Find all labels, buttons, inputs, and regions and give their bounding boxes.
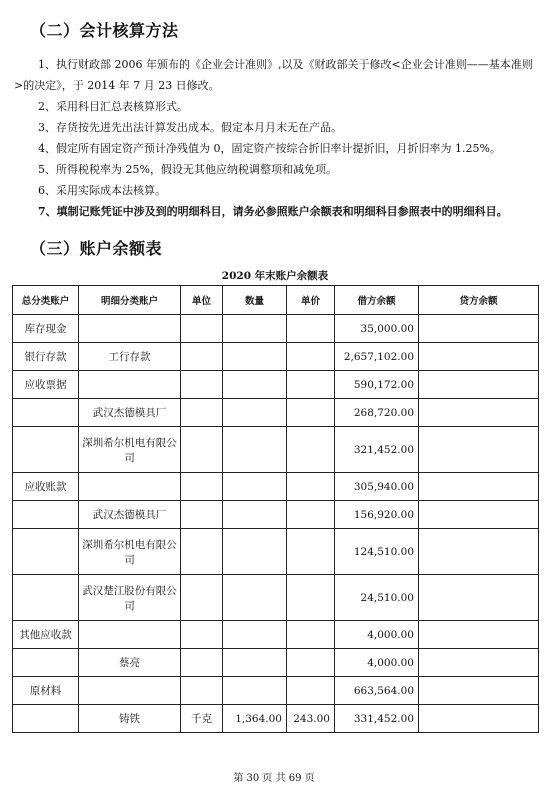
account-balance-table <box>12 285 539 733</box>
table-cell <box>181 677 223 705</box>
table-cell: 305,940.00 <box>335 473 419 501</box>
table-cell: 铸铁 <box>79 705 181 733</box>
table-row <box>13 529 539 575</box>
table-cell <box>181 399 223 427</box>
table-cell <box>287 575 335 621</box>
table-row <box>13 473 539 501</box>
table-row <box>13 501 539 529</box>
method-item: 1、执行财政部 2006 年颁布的《企业会计准则》,以及《财政部关于修改<企业会计准则——基本准则>的决定》，于 2014 年 7 月 23 日修改。 <box>14 58 533 92</box>
table-cell: 武汉杰德模具厂 <box>79 399 181 427</box>
table-cell <box>13 575 79 621</box>
table-cell <box>13 649 79 677</box>
table-cell: 331,452.00 <box>335 705 419 733</box>
table-cell <box>419 705 539 733</box>
table-cell: 原材料 <box>13 677 79 705</box>
table-cell <box>419 343 539 371</box>
table-row <box>13 677 539 705</box>
table-cell <box>181 649 223 677</box>
table-cell: 663,564.00 <box>335 677 419 705</box>
table-cell <box>419 575 539 621</box>
table-cell <box>181 473 223 501</box>
table-cell: 银行存款 <box>13 343 79 371</box>
table-cell: 武汉楚江股份有限公司 <box>79 575 181 621</box>
table-cell <box>223 501 287 529</box>
table-cell <box>419 649 539 677</box>
table-row <box>13 705 539 733</box>
table-cell: 321,452.00 <box>335 427 419 473</box>
table-row <box>13 427 539 473</box>
table-cell: 深圳希尔机电有限公司 <box>79 427 181 473</box>
table-cell <box>223 315 287 343</box>
table-cell <box>79 371 181 399</box>
table-cell <box>181 501 223 529</box>
table-cell: 千克 <box>181 705 223 733</box>
table-cell <box>223 529 287 575</box>
table-cell <box>419 315 539 343</box>
table-cell: 156,920.00 <box>335 501 419 529</box>
table-cell <box>287 649 335 677</box>
table-cell: 243.00 <box>287 705 335 733</box>
table-caption: 2020 年末账户余额表 <box>221 270 329 282</box>
table-cell <box>79 473 181 501</box>
table-cell <box>223 649 287 677</box>
table-cell: 库存现金 <box>13 315 79 343</box>
table-cell <box>223 575 287 621</box>
table-cell: 应收账款 <box>13 473 79 501</box>
table-header-row <box>13 286 539 315</box>
table-cell <box>223 343 287 371</box>
col-header: 明细分类账户 <box>79 286 181 315</box>
col-header: 借方余额 <box>335 286 419 315</box>
table-cell: 应收票据 <box>13 371 79 399</box>
table-cell <box>287 501 335 529</box>
table-cell <box>287 427 335 473</box>
table-row <box>13 649 539 677</box>
col-header: 单价 <box>287 286 335 315</box>
table-cell <box>13 529 79 575</box>
table-cell <box>287 371 335 399</box>
table-cell <box>181 621 223 649</box>
table-cell: 24,510.00 <box>335 575 419 621</box>
table-cell <box>181 427 223 473</box>
table-cell <box>223 399 287 427</box>
table-cell <box>419 621 539 649</box>
table-cell: 1,364.00 <box>223 705 287 733</box>
table-cell: 工行存款 <box>79 343 181 371</box>
table-cell <box>419 677 539 705</box>
table-cell: 武汉杰德模具厂 <box>79 501 181 529</box>
method-item: 5、所得税税率为 25%，假设无其他应纳税调整项和减免项。 <box>38 163 337 176</box>
table-cell: 其他应收款 <box>13 621 79 649</box>
table-cell <box>223 371 287 399</box>
table-cell <box>287 677 335 705</box>
col-header: 数量 <box>223 286 287 315</box>
col-header: 单位 <box>181 286 223 315</box>
table-cell <box>419 371 539 399</box>
accounting-methods-list <box>14 54 536 222</box>
table-row <box>13 399 539 427</box>
table-cell <box>13 705 79 733</box>
table-cell <box>223 427 287 473</box>
table-cell <box>223 677 287 705</box>
table-cell <box>13 427 79 473</box>
table-row <box>13 315 539 343</box>
section-heading-account-balances: （三）账户余额表 <box>30 239 163 258</box>
table-cell <box>13 501 79 529</box>
table-cell <box>287 473 335 501</box>
table-cell <box>223 621 287 649</box>
table-cell <box>287 621 335 649</box>
method-item: 2、采用科目汇总表核算形式。 <box>38 100 188 113</box>
table-row <box>13 371 539 399</box>
table-cell: 2,657,102.00 <box>335 343 419 371</box>
table-cell: 35,000.00 <box>335 315 419 343</box>
table-cell <box>79 315 181 343</box>
col-header: 总分类账户 <box>13 286 79 315</box>
table-cell <box>287 399 335 427</box>
table-cell <box>181 315 223 343</box>
table-cell <box>419 427 539 473</box>
table-cell: 深圳希尔机电有限公司 <box>79 529 181 575</box>
method-item: 3、存货按先进先出法计算发出成本。假定本月月末无在产品。 <box>38 121 342 134</box>
table-cell <box>181 371 223 399</box>
table-cell <box>13 399 79 427</box>
table-cell <box>419 501 539 529</box>
section-heading-accounting-methods: （二）会计核算方法 <box>30 21 179 40</box>
table-cell <box>79 677 181 705</box>
table-cell <box>287 529 335 575</box>
table-cell <box>223 473 287 501</box>
table-cell: 4,000.00 <box>335 621 419 649</box>
table-cell: 4,000.00 <box>335 649 419 677</box>
table-cell: 蔡亮 <box>79 649 181 677</box>
table-cell <box>181 343 223 371</box>
table-row <box>13 575 539 621</box>
method-item: 4、假定所有固定资产预计净残值为 0，固定资产按综合折旧率计提折旧，月折旧率为 1.25%。 <box>38 142 501 155</box>
table-cell: 124,510.00 <box>335 529 419 575</box>
table-cell: 268,720.00 <box>335 399 419 427</box>
table-cell <box>181 529 223 575</box>
table-cell <box>181 575 223 621</box>
table-cell: 590,172.00 <box>335 371 419 399</box>
page-number: 第 30 页 共 69 页 <box>233 773 315 784</box>
table-cell <box>419 473 539 501</box>
col-header: 贷方余额 <box>419 286 539 315</box>
method-item: 7、填制记账凭证中涉及到的明细科目，请务必参照账户余额表和明细科目参照表中的明细科目。 <box>38 205 508 218</box>
method-item: 6、采用实际成本法核算。 <box>38 184 166 197</box>
table-row <box>13 343 539 371</box>
table-cell <box>287 343 335 371</box>
table-cell <box>79 621 181 649</box>
table-row <box>13 621 539 649</box>
table-cell <box>419 529 539 575</box>
table-cell <box>419 399 539 427</box>
table-cell <box>287 315 335 343</box>
